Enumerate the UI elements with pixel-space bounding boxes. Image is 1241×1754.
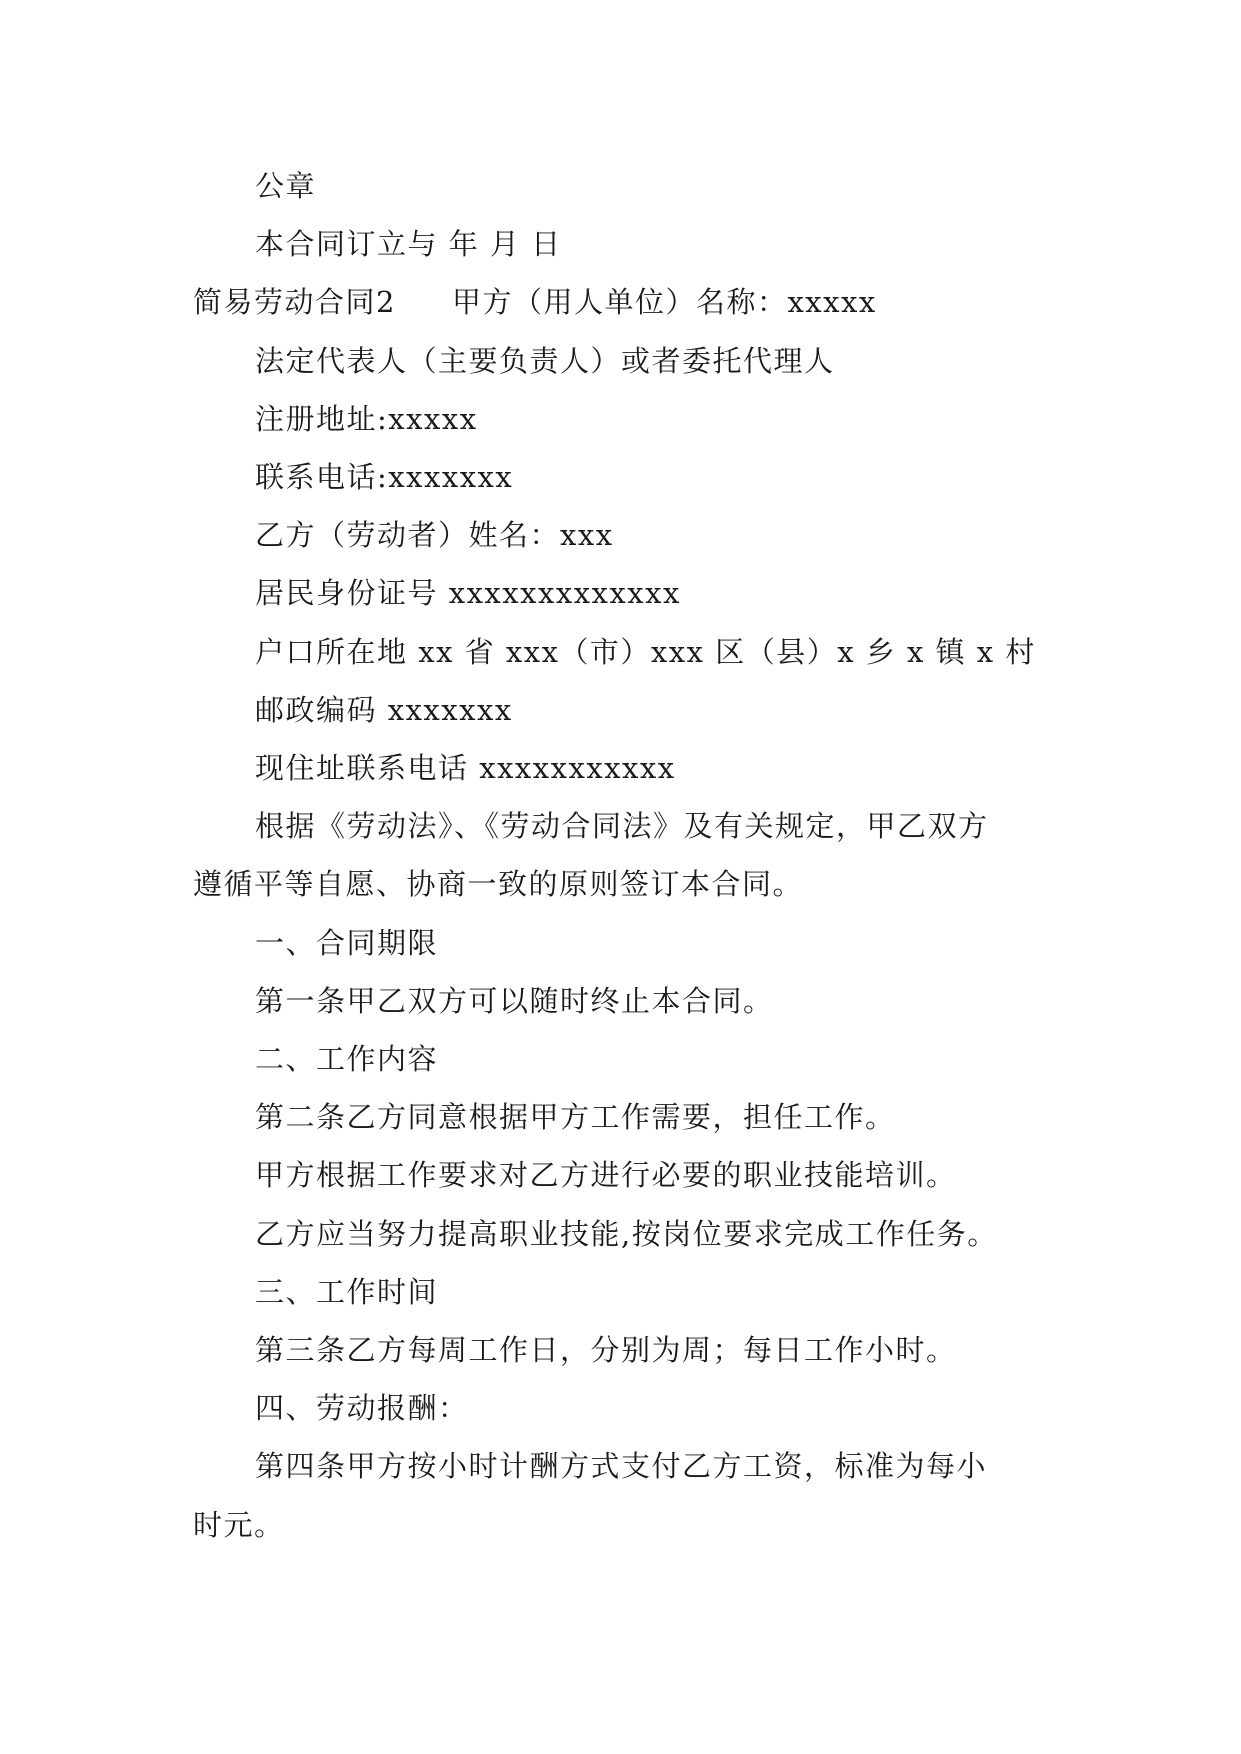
article-4-line-1: 第四条甲方按小时计酬方式支付乙方工资，标准为每小 [255, 1449, 988, 1483]
employer-name: 甲方（用人单位）名称：xxxxx [451, 285, 877, 319]
contract-title-line [193, 282, 877, 322]
registered-address: 注册地址:xxxxx [255, 402, 478, 436]
id-number: 居民身份证号 xxxxxxxxxxxxx [255, 576, 681, 610]
section-heading-work-content: 二、工作内容 [255, 1042, 439, 1076]
legal-representative: 法定代表人（主要负责人）或者委托代理人 [255, 344, 835, 378]
seal-label: 公章 [255, 169, 317, 203]
article-4-line-2: 时元。 [193, 1508, 285, 1542]
contract-title: 简易劳动合同2 [193, 285, 396, 319]
employer-phone: 联系电话:xxxxxxx [255, 460, 514, 494]
training-clause: 甲方根据工作要求对乙方进行必要的职业技能培训。 [255, 1158, 957, 1192]
section-heading-term: 一、合同期限 [255, 926, 439, 960]
postal-code: 邮政编码 xxxxxxx [255, 693, 513, 727]
article-3: 第三条乙方每周工作日，分别为周；每日工作小时。 [255, 1333, 957, 1367]
basis-paragraph-line-1: 根据《劳动法》、《劳动合同法》及有关规定，甲乙双方 [255, 809, 989, 843]
article-1: 第一条甲乙双方可以随时终止本合同。 [255, 984, 774, 1018]
duty-clause: 乙方应当努力提高职业技能,按岗位要求完成工作任务。 [255, 1217, 998, 1251]
contract-date-line: 本合同订立与 年 月 日 [255, 227, 562, 261]
current-address-phone: 现住址联系电话 xxxxxxxxxxx [255, 751, 676, 785]
employee-name: 乙方（劳动者）姓名：xxx [255, 518, 614, 552]
section-heading-remuneration: 四、劳动报酬： [255, 1391, 469, 1425]
section-heading-work-time: 三、工作时间 [255, 1275, 439, 1309]
household-registration: 户口所在地 xx 省 xxx（市）xxx 区（县）x 乡 x 镇 x 村 [255, 635, 1036, 669]
article-2: 第二条乙方同意根据甲方工作需要，担任工作。 [255, 1100, 896, 1134]
basis-paragraph-line-2: 遵循平等自愿、协商一致的原则签订本合同。 [193, 867, 804, 901]
